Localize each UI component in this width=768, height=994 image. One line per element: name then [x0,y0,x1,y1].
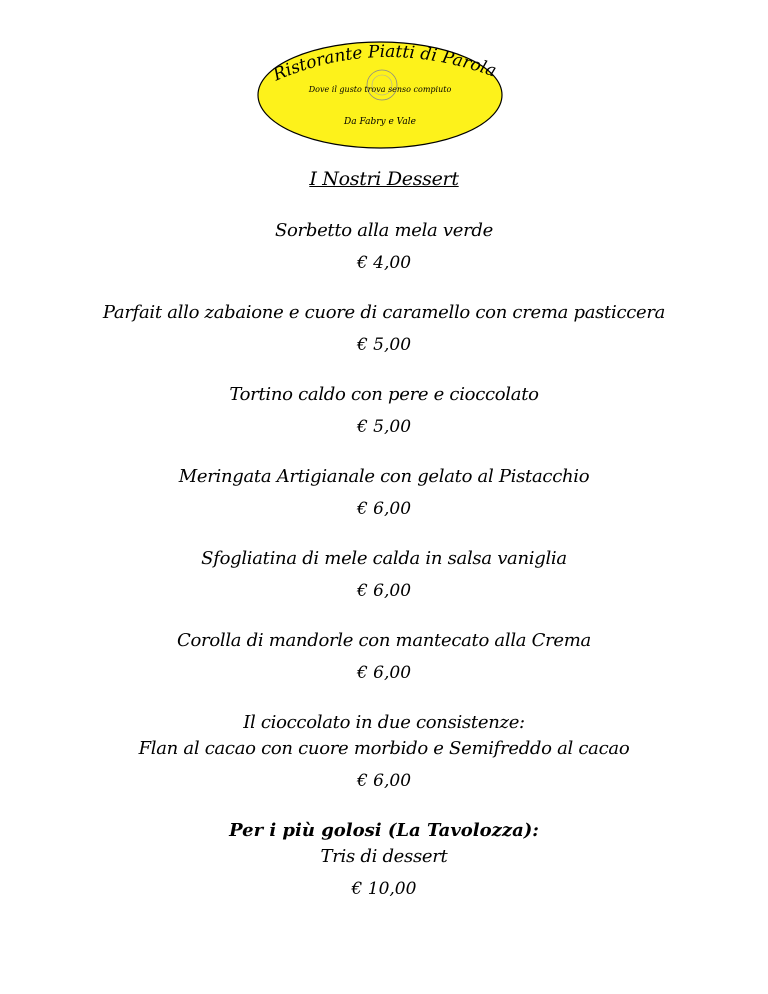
special-item [0,818,768,902]
menu-item [0,710,768,794]
menu-item [0,382,768,440]
item-name: Meringata Artigianale con gelato al Pistacchio [178,466,590,487]
special-name: Tris di dessert [320,846,448,867]
item-price: € 5,00 [356,417,412,437]
menu-item [0,300,768,358]
menu-item [0,546,768,604]
restaurant-logo [256,40,504,150]
item-name: Sorbetto alla mela verde [274,220,493,241]
item-price: € 6,00 [356,499,412,519]
item-name: Sfogliatina di mele calda in salsa vaniglia [201,548,567,569]
item-price: € 6,00 [356,581,412,601]
item-price: € 4,00 [356,253,412,273]
item-name: Il cioccolato in due consistenze: [243,712,525,733]
item-price: € 5,00 [356,335,412,355]
item-name: Tortino caldo con pere e cioccolato [229,384,539,405]
item-price: € 6,00 [356,771,412,791]
menu-heading: I Nostri Dessert [309,168,459,190]
menu-item [0,628,768,686]
dessert-menu [0,168,768,926]
special-title: Per i più golosi (La Tavolozza): [229,820,539,841]
item-name: Parfait allo zabaione e cuore di caramello con crema pasticcera [102,302,666,323]
logo-name: Ristorante Piatti di Parola [270,41,499,86]
item-name: Corolla di mandorle con mantecato alla Crema [177,630,591,651]
item-price: € 6,00 [356,663,412,683]
logo-tagline: Dove il gusto trova senso compiuto [308,85,452,94]
menu-item [0,464,768,522]
item-description: Flan al cacao con cuore morbido e Semifreddo al cacao [138,738,630,759]
menu-item [0,218,768,276]
special-price: € 10,00 [351,879,417,899]
logo-owners: Da Fabry e Vale [344,117,416,127]
